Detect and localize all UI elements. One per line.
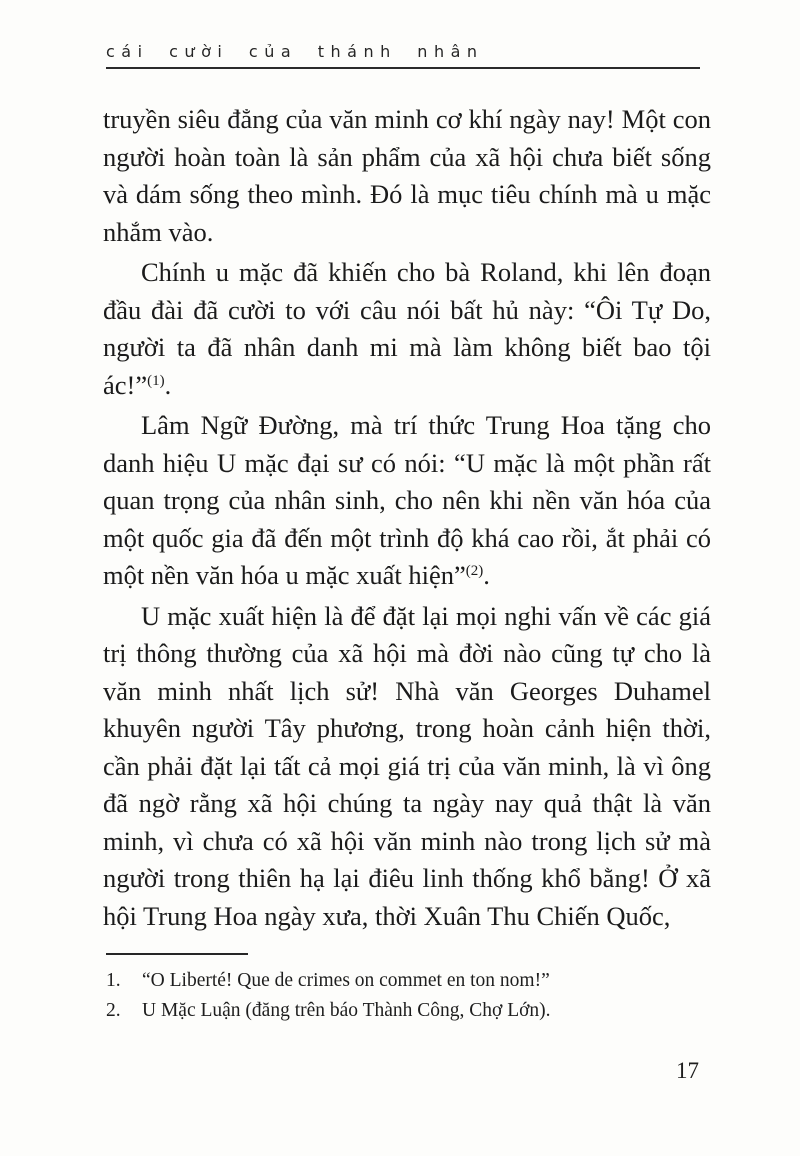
running-header-title: cái cười của thánh nhân — [106, 42, 484, 61]
paragraph: U mặc xuất hiện là để đặt lại mọi nghi vấn về các giá trị thông thường của xã hội mà đời nào cũng tự cho là văn minh nhất lịch sử! Nhà văn Georges Duhamel khuyên người Tây phương, trong hoàn cảnh hiện thời, cần phải đặt lại tất cả mọi giá trị của văn minh, là vì ông đã ngờ rằng xã hội chúng ta ngày nay quả thật là văn minh, vì chưa có xã hội văn minh nào trong lịch sử mà người trong thiên hạ lại điêu linh thống khổ bằng! Ở xã hội Trung Hoa ngày xưa, thời Xuân Thu Chiến Quốc, — [103, 600, 711, 931]
footnote-text: “O Liberté! Que de crimes on commet en ton nom!” — [142, 970, 550, 991]
running-header — [106, 42, 700, 69]
page-number: 17 — [676, 1058, 699, 1083]
body-text — [103, 101, 711, 938]
paragraph: Lâm Ngữ Đường, mà trí thức Trung Hoa tặng cho danh hiệu U mặc đại sư có nói: “U mặc là một phần rất quan trọng của nhân sinh, cho nên khi nền văn hóa của một quốc gia đã đến một trình độ khá cao rồi, ắt phải có một nền văn hóa u mặc xuất hiện”$^{(2)}$. — [103, 410, 711, 590]
footnote-block — [106, 953, 710, 1026]
footnote-ref: (1) — [147, 372, 165, 389]
footnote-number: 2. — [106, 1000, 121, 1021]
paragraph: Chính u mặc đã khiến cho bà Roland, khi lên đoạn đầu đài đã cười to với câu nói bất hủ này: “Ôi Tự Do, người ta đã nhân danh mi mà làm không biết bao tội ác!”$^{(1)}$. — [103, 257, 711, 400]
footnote-ref: (2) — [465, 563, 484, 579]
footnote-item — [106, 996, 710, 1026]
footnote-item — [106, 966, 710, 996]
footnotes — [106, 966, 710, 1026]
footnote-number: 1. — [106, 970, 121, 991]
paragraph: truyền siêu đẳng của văn minh cơ khí ngày nay! Một con người hoàn toàn là sản phẩm của xã hội chưa biết sống và dám sống theo mình. Đó là mục tiêu chính mà u mặc nhắm vào. — [103, 104, 711, 247]
header-rule — [106, 67, 700, 69]
footnote-text: U Mặc Luận (đăng trên báo Thành Công, Chợ Lớn). — [142, 1000, 551, 1021]
footnote-rule — [106, 953, 248, 955]
